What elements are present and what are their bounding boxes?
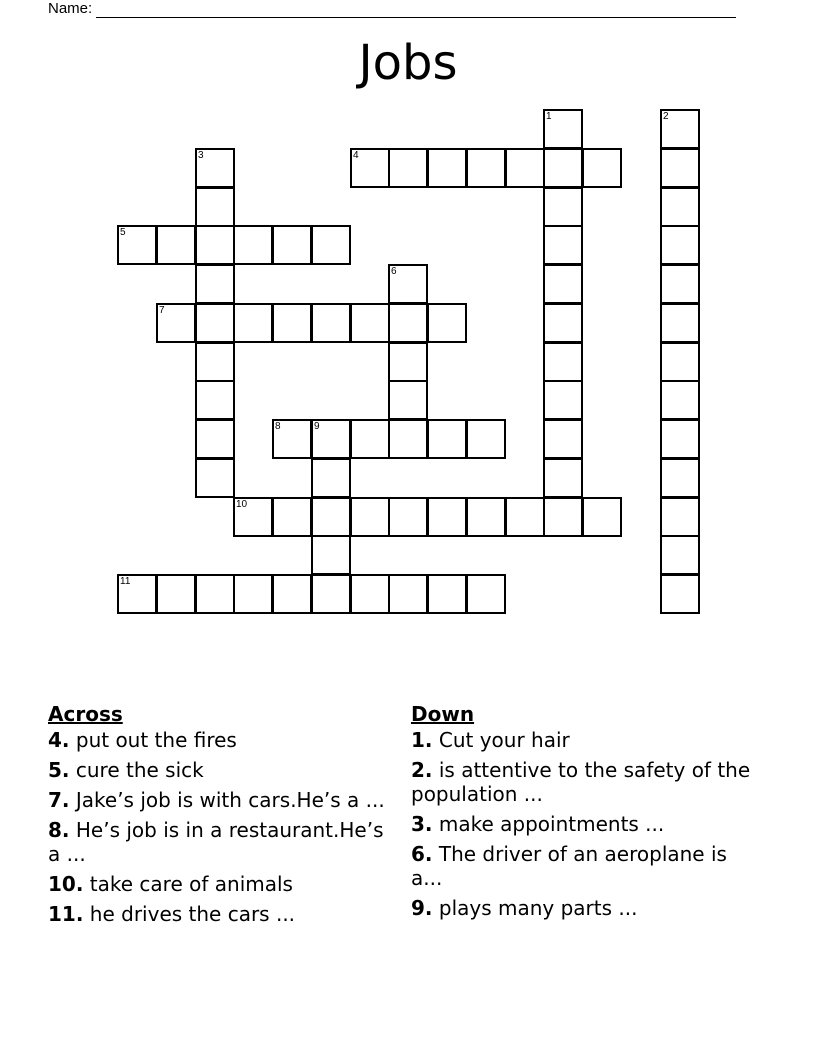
crossword-cell[interactable] (350, 497, 390, 537)
crossword-cell[interactable] (660, 574, 700, 614)
clue-number: 4 (353, 150, 359, 161)
clue-number: 5 (120, 227, 126, 238)
crossword-cell[interactable] (350, 574, 390, 614)
name-label: Name: (48, 0, 93, 17)
crossword-cell[interactable] (272, 574, 312, 614)
crossword-cell[interactable] (427, 574, 467, 614)
crossword-cell[interactable] (660, 225, 700, 265)
crossword-cell[interactable] (195, 264, 235, 304)
crossword-cell[interactable] (388, 419, 428, 459)
crossword-cell[interactable] (427, 419, 467, 459)
across-clue: 11. he drives the cars ... (48, 902, 296, 926)
crossword-cell[interactable] (311, 458, 351, 498)
clue-number: 11 (120, 576, 131, 587)
down-clue: 2. is attentive to the safety of the population ... (411, 758, 751, 806)
clue-number: 8 (275, 421, 281, 432)
crossword-cell[interactable] (311, 574, 351, 614)
crossword-cell[interactable] (505, 497, 545, 537)
down-clue: 1. Cut your hair (411, 728, 570, 752)
crossword-cell[interactable] (543, 342, 583, 382)
crossword-cell[interactable] (350, 419, 390, 459)
clue-number: 10 (236, 499, 248, 510)
crossword-cell[interactable] (195, 342, 235, 382)
name-underline[interactable] (96, 3, 736, 18)
crossword-cell[interactable] (543, 225, 583, 265)
crossword-cell[interactable] (466, 574, 506, 614)
clue-number: 2 (663, 111, 669, 122)
crossword-cell[interactable] (195, 303, 235, 343)
crossword-cell[interactable] (388, 380, 428, 420)
crossword-cell[interactable] (543, 497, 583, 537)
crossword-cell[interactable] (543, 458, 583, 498)
crossword-cell[interactable] (272, 497, 312, 537)
crossword-cell[interactable] (660, 497, 700, 537)
across-clue: 7. Jake’s job is with cars.He’s a ... (48, 788, 385, 812)
crossword-cell[interactable] (350, 303, 390, 343)
name-field[interactable] (48, 0, 736, 18)
page-title: Jobs (358, 35, 458, 91)
crossword-cell[interactable] (660, 380, 700, 420)
crossword-cell[interactable] (466, 419, 506, 459)
crossword-cell[interactable] (311, 303, 351, 343)
down-clue: 9. plays many parts ... (411, 896, 638, 920)
crossword-cell[interactable] (311, 225, 351, 265)
crossword-cell[interactable] (582, 497, 622, 537)
crossword-cell[interactable] (233, 225, 273, 265)
crossword-cell[interactable] (660, 264, 700, 304)
crossword-cell[interactable] (466, 497, 506, 537)
crossword-cell[interactable] (272, 225, 312, 265)
crossword-cell[interactable] (543, 187, 583, 227)
crossword-cell[interactable] (388, 497, 428, 537)
crossword-cell[interactable] (660, 458, 700, 498)
crossword-cell[interactable] (543, 303, 583, 343)
across-clue: 8. He’s job is in a restaurant.He’s a ... (48, 818, 384, 866)
crossword-cell[interactable] (427, 497, 467, 537)
crossword-cell[interactable] (156, 225, 196, 265)
crossword-cell[interactable] (505, 148, 545, 188)
crossword-cell[interactable] (195, 458, 235, 498)
crossword-cell[interactable] (272, 303, 312, 343)
crossword-cell[interactable] (660, 342, 700, 382)
crossword-cell[interactable] (311, 535, 351, 575)
crossword-cell[interactable] (195, 419, 235, 459)
crossword-cell[interactable] (195, 380, 235, 420)
crossword-cell[interactable] (388, 148, 428, 188)
across-clue: 5. cure the sick (48, 758, 204, 782)
crossword-cell[interactable] (543, 148, 583, 188)
clue-number: 1 (546, 111, 552, 122)
crossword-cell[interactable] (660, 535, 700, 575)
clue-number: 9 (314, 421, 320, 432)
crossword-cell[interactable] (543, 380, 583, 420)
crossword-cell[interactable] (660, 303, 700, 343)
crossword-cell[interactable] (311, 497, 351, 537)
crossword-cell[interactable] (195, 225, 235, 265)
crossword-cell[interactable] (660, 148, 700, 188)
crossword-cell[interactable] (388, 574, 428, 614)
down-clues (411, 702, 761, 926)
crossword-cell[interactable] (156, 574, 196, 614)
crossword-cell[interactable] (195, 574, 235, 614)
across-clue: 4. put out the fires (48, 728, 237, 752)
across-clue: 10. take care of animals (48, 872, 293, 896)
across-clues (48, 702, 388, 932)
crossword-cell[interactable] (660, 187, 700, 227)
crossword-cell[interactable] (543, 419, 583, 459)
down-clue: 3. make appointments ... (411, 812, 665, 836)
crossword-cell[interactable] (660, 419, 700, 459)
crossword-cell[interactable] (582, 148, 622, 188)
crossword-cell[interactable] (388, 303, 428, 343)
down-heading: Down (411, 702, 475, 726)
across-heading: Across (48, 702, 123, 726)
crossword-cell[interactable] (466, 148, 506, 188)
crossword-cell[interactable] (233, 574, 273, 614)
crossword-cell[interactable] (195, 187, 235, 227)
crossword-cell[interactable] (233, 303, 273, 343)
clue-number: 7 (159, 305, 165, 316)
crossword-cell[interactable] (543, 264, 583, 304)
clue-number: 3 (198, 150, 204, 161)
down-clue: 6. The driver of an aeroplane is a... (411, 842, 727, 890)
clue-number: 6 (391, 266, 397, 277)
crossword-cell[interactable] (388, 342, 428, 382)
crossword-cell[interactable] (427, 148, 467, 188)
crossword-cell[interactable] (427, 303, 467, 343)
